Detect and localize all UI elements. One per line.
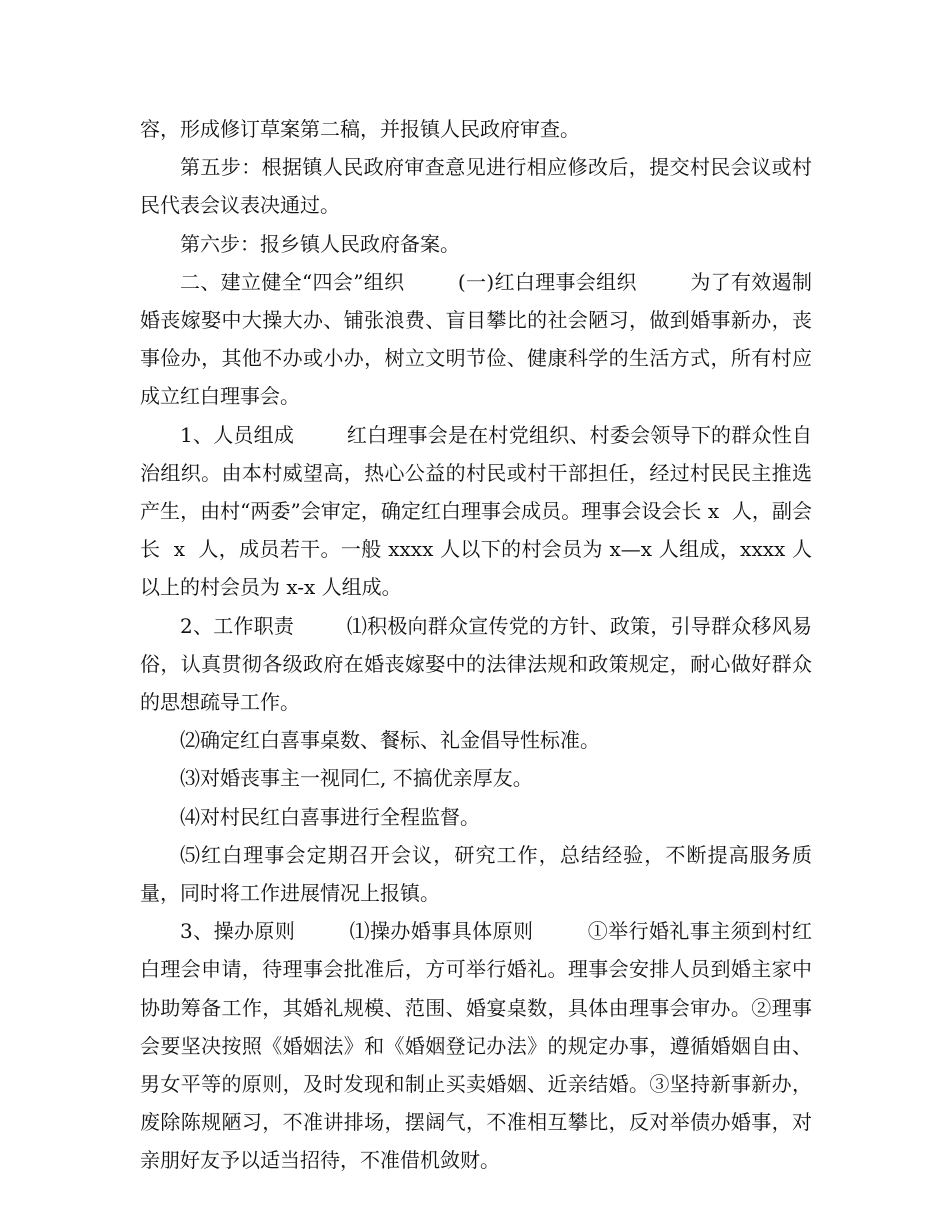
paragraph: 1、人员组成 红白理事会是在村党组织、村委会领导下的群众性自治组织。由本村威望高，热心公益的村民或村干部担任，经过村民民主推选产生，由村“两委”会审定，确定红白理事会成员。理事会设会长 x 人，副会长 x 人，成员若干。一般 xxxx 人以下的村会员为 x—x 人组成，xxxx 人以上的村会员为 x-x 人组成。 <box>140 422 812 600</box>
paragraph: ⑸红白理事会定期召开会议，研究工作，总结经验，不断提高服务质量，同时将工作进展情况上报镇。 <box>140 842 812 906</box>
document-body <box>140 110 812 1180</box>
paragraph: ⑵确定红白喜事桌数、餐标、礼金倡导性标准。 <box>180 728 600 753</box>
paragraph: ⑷对村民红白喜事进行全程监督。 <box>180 804 480 829</box>
paragraph: 2、工作职责 ⑴积极向群众宣传党的方针、政策，引导群众移风易俗，认真贯彻各级政府在婚丧嫁娶中的法律法规和政策规定，耐心做好群众的思想疏导工作。 <box>140 613 812 715</box>
paragraph: 容，形成修订草案第二稿，并报镇人民政府审查。 <box>140 117 580 141</box>
paragraph: 第五步：根据镇人民政府审查意见进行相应修改后，提交村民会议或村民代表会议表决通过。 <box>140 155 812 218</box>
paragraph: 二、建立健全“四会”组织 (一)红白理事会组织 为了有效遏制婚丧嫁娶中大操大办、铺张浪费、盲目攀比的社会陋习，做到婚事新办，丧事俭办，其他不办或小办，树立文明节俭、健康科学的生活方式，所有村应成立红白理事会。 <box>140 269 812 409</box>
paragraph: 3、操办原则 ⑴操办婚事具体原则 ①举行婚礼事主须到村红白理会申请，待理事会批准后，方可举行婚礼。理事会安排人员到婚主家中协助筹备工作，其婚礼规模、范围、婚宴桌数，具体由理事会审办。②理事会要坚决按照《婚姻法》和《婚姻登记办法》的规定办事，遵循婚姻自由、男女平等的原则，及时发现和制止买卖婚姻、近亲结婚。③坚持新事新办，废除陈规陋习，不准讲排场，摆阔气，不准相互攀比，反对举债办婚事，对亲朋好友予以适当招待，不准借机敛财。 <box>140 919 812 1173</box>
paragraph: ⑶对婚丧事主一视同仁, 不搞优亲厚友。 <box>180 766 533 791</box>
paragraph: 第六步：报乡镇人民政府备案。 <box>180 231 460 256</box>
